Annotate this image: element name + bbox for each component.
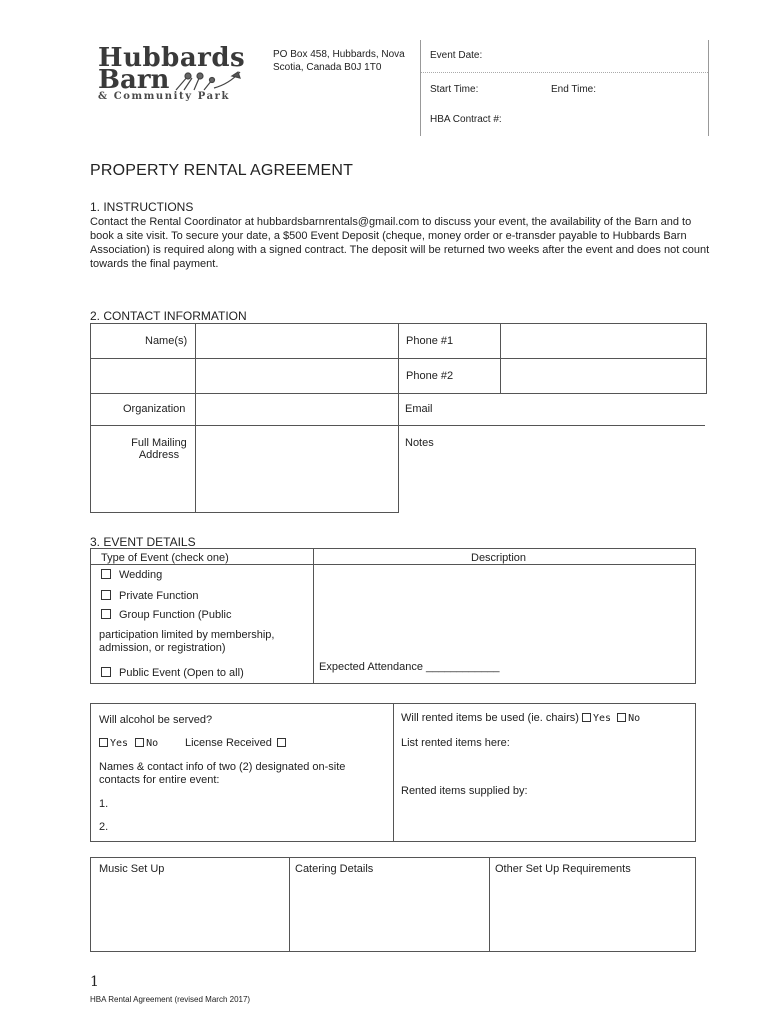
page-number: 1 [90, 974, 99, 990]
organization-label: Organization [123, 403, 186, 415]
phone1-label: Phone #1 [406, 335, 454, 347]
expected-attendance[interactable]: Expected Attendance ____________ [319, 661, 500, 673]
alcohol-rentals-table [90, 703, 696, 842]
alcohol-answer [99, 737, 158, 749]
logo-line-1: Hubbards [98, 43, 246, 73]
alcohol-yes-label: Yes [110, 738, 129, 749]
group-checkbox[interactable] [101, 609, 111, 619]
designated-contacts-label [99, 761, 345, 787]
names-label: Name(s) [145, 335, 188, 347]
contact-heading: 2. CONTACT INFORMATION [90, 309, 247, 323]
page-title: PROPERTY RENTAL AGREEMENT [90, 162, 354, 179]
wedding-option[interactable] [101, 569, 162, 581]
group-option[interactable] [101, 609, 232, 621]
license-received [185, 737, 288, 749]
mailing-label-line-1: Full Mailing [131, 437, 187, 449]
group-note-line-1: participation limited by membership, [99, 629, 275, 641]
private-checkbox[interactable] [101, 590, 111, 600]
email-notes-divider [397, 425, 705, 426]
event-info-box [420, 40, 709, 136]
type-header: Type of Event (check one) [101, 552, 229, 564]
wedding-label: Wedding [119, 569, 163, 581]
catering-label: Catering Details [295, 863, 374, 875]
event-table [90, 548, 696, 684]
instructions-text: Contact the Rental Coordinator at hubbardsbarnrentals@gmail.com to discuss your event, the availability of the Barn and to book a site visit. To secure your date, a $500 Event Deposit (cheque, money order or e-transder payable to Hubbards Barn Association) is required along with a signed contract. The deposit will be returned two weeks after the event and does not count towards the final payment. [90, 216, 710, 270]
names-field[interactable] [195, 324, 397, 357]
phone2-label: Phone #2 [406, 370, 454, 382]
rented-no-label: No [628, 713, 641, 724]
license-checkbox[interactable] [277, 738, 286, 747]
private-option[interactable] [101, 590, 198, 602]
mailing-address [273, 48, 413, 74]
alcohol-no-label: No [146, 738, 159, 749]
mailing-address-field[interactable] [195, 426, 397, 511]
mailing-address-label [129, 437, 189, 461]
rented-no-checkbox[interactable] [617, 713, 626, 722]
organization-field[interactable] [195, 393, 397, 425]
email-field[interactable] [440, 393, 704, 425]
private-label: Private Function [119, 590, 199, 602]
rented-yes-label: Yes [592, 713, 612, 724]
wedding-checkbox[interactable] [101, 569, 111, 579]
phone2-field[interactable] [500, 358, 704, 391]
email-label: Email [405, 403, 433, 415]
event-heading: 3. EVENT DETAILS [90, 535, 196, 549]
instructions-heading: 1. INSTRUCTIONS [90, 200, 194, 214]
contact-item-1: 1. [99, 798, 109, 810]
contact-item-2: 2. [99, 821, 109, 833]
phone1-field[interactable] [500, 324, 704, 357]
contacts-line-2: contacts for entire event: [99, 774, 220, 786]
rented-question [401, 712, 640, 724]
logo-line-2: Barn [98, 65, 170, 95]
rented-supplied-label: Rented items supplied by: [401, 785, 528, 797]
group-label: Group Function (Public [119, 609, 232, 621]
start-time-label: Start Time: [430, 84, 479, 95]
alcohol-yes-checkbox[interactable] [99, 738, 108, 747]
logo-line-3: & Community Park [98, 91, 231, 102]
other-setup-label: Other Set Up Requirements [495, 863, 631, 875]
music-setup-label: Music Set Up [99, 863, 165, 875]
group-note [99, 629, 274, 655]
hubbards-barn-logo [96, 44, 256, 104]
public-checkbox[interactable] [101, 667, 111, 677]
address-line-1: PO Box 458, Hubbards, Nova [273, 49, 405, 60]
setup-table [90, 857, 696, 952]
alcohol-no-checkbox[interactable] [135, 738, 144, 747]
end-time-label: End Time: [551, 84, 597, 95]
rented-yes-checkbox[interactable] [582, 713, 591, 722]
notes-label: Notes [405, 437, 434, 449]
license-label: License Received [185, 737, 272, 749]
mailing-label-line-2: Address [138, 449, 180, 461]
alcohol-question: Will alcohol be served? [99, 714, 213, 726]
revision-note: HBA Rental Agreement (revised March 2017) [90, 995, 251, 1004]
group-note-line-2: admission, or registration) [99, 642, 226, 654]
public-label: Public Event (Open to all) [119, 667, 244, 679]
contract-number-label: HBA Contract #: [430, 114, 502, 125]
address-line-2: Scotia, Canada B0J 1T0 [273, 62, 382, 73]
description-header: Description [471, 552, 527, 564]
rented-list-label: List rented items here: [401, 737, 510, 749]
public-option[interactable] [101, 667, 244, 679]
contacts-line-1: Names & contact info of two (2) designated on-site [99, 761, 346, 773]
event-date-label: Event Date: [430, 50, 483, 61]
rented-question-label: Will rented items be used (ie. chairs) [401, 712, 579, 724]
